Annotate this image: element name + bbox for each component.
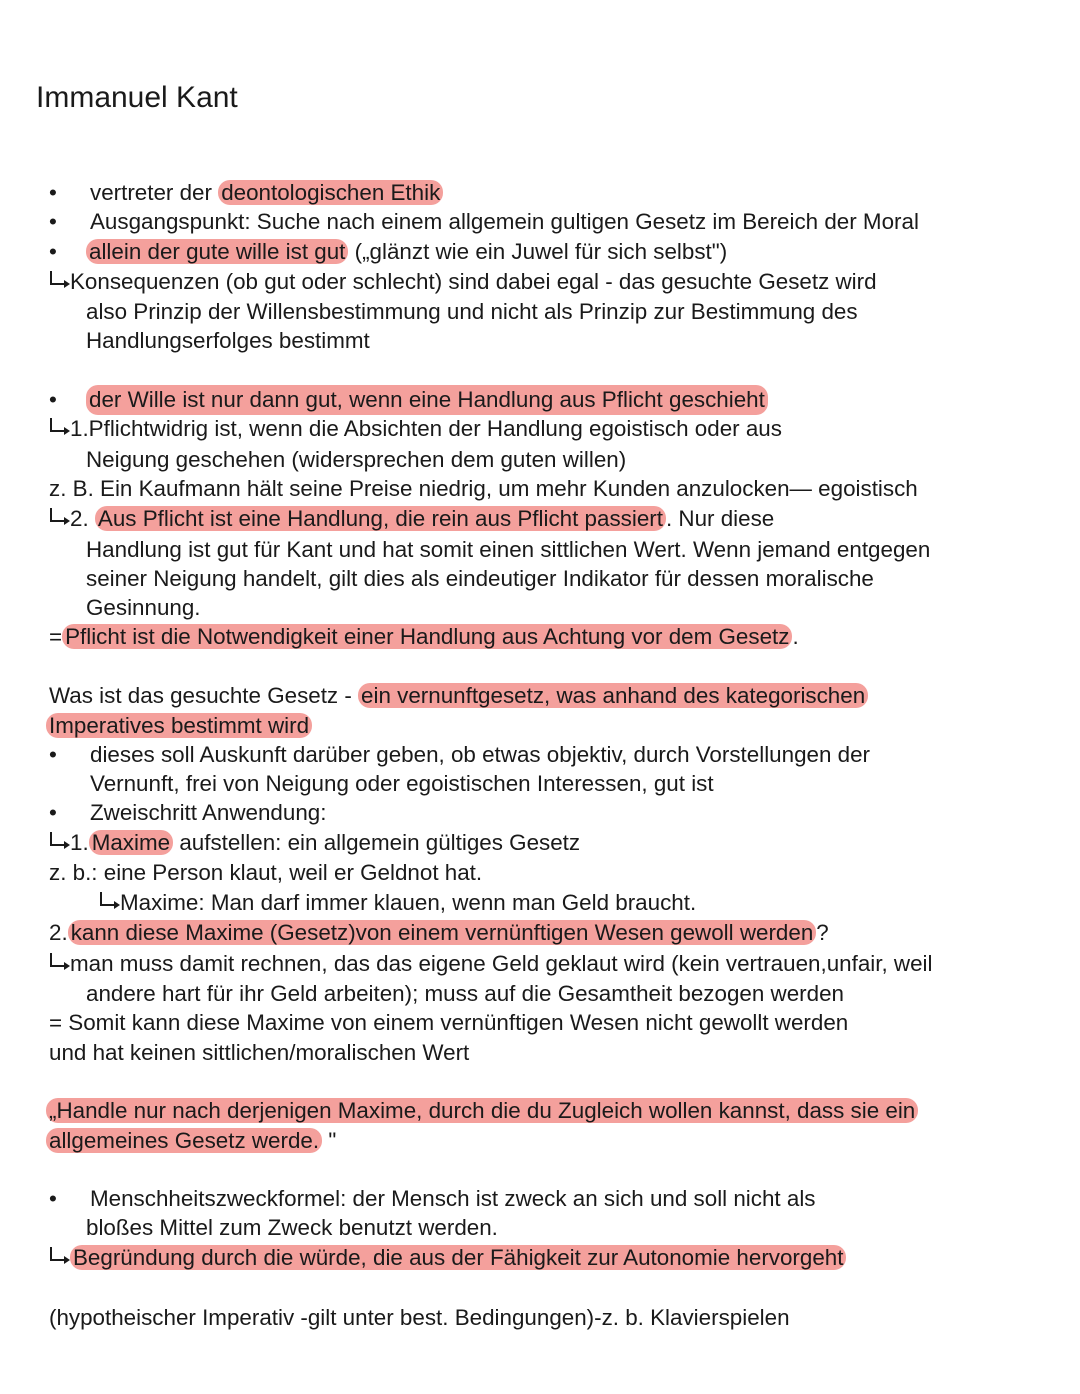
- quote-line-imperativ: [46, 1096, 918, 1126]
- line-text: Gesinnung.: [86, 595, 201, 620]
- question-line-gesetz: [49, 681, 868, 711]
- conclusion-line-pflicht: [49, 622, 799, 652]
- return-arrow-icon: [100, 892, 114, 906]
- line-text: vertreter der: [90, 180, 212, 205]
- bullet-marker: •: [49, 387, 57, 412]
- return-arrow-icon: [50, 418, 64, 432]
- line-text: bloßes Mittel zum Zweck benutzt werden.: [86, 1215, 498, 1240]
- line-text: Ausgangspunkt: Suche nach einem allgemein gultigen Gesetz im Bereich der Moral: [90, 209, 919, 234]
- line-text: . Nur diese: [665, 506, 775, 531]
- bullet-marker: •: [49, 742, 57, 767]
- bullet-marker: •: [49, 1186, 57, 1211]
- highlight-text: allgemeines Gesetz werde.: [46, 1128, 322, 1153]
- line-text: .: [792, 624, 799, 649]
- line-text: („glänzt wie ein Juwel für sich selbst"): [354, 239, 728, 264]
- arrow-line-aus-pflicht: [50, 504, 774, 534]
- example-line-kaufmann: z. B. Ein Kaufmann hält seine Preise niedrig, um mehr Kunden anzulocken— egoistisch: [49, 476, 918, 501]
- arrow-line-pflichtwidrig: [50, 414, 782, 444]
- line-text: =: [49, 624, 63, 649]
- line-text: 2.: [70, 506, 89, 531]
- line-text: Neigung geschehen (widersprechen dem guten willen): [86, 447, 627, 472]
- example-line-person: z. b.: eine Person klaut, weil er Geldnot hat.: [49, 860, 483, 885]
- highlight-text: allein der gute wille ist gut: [86, 239, 348, 264]
- arrow-line-rechnen: [50, 949, 933, 979]
- line-text: Was ist das gesuchte Gesetz -: [49, 683, 352, 708]
- line-text: Konsequenzen (ob gut oder schlecht) sind dabei egal - das gesuchte Gesetz wird: [70, 269, 877, 294]
- return-arrow-icon: [50, 953, 64, 967]
- highlight-text: deontologischen Ethik: [218, 180, 443, 205]
- highlight-text: [46, 711, 312, 741]
- arrow-line-konsequenzen: [50, 267, 877, 297]
- highlight-text: Imperatives bestimmt wird: [46, 713, 312, 738]
- line-text: Zweischritt Anwendung:: [90, 800, 327, 825]
- bullet-marker: •: [49, 239, 57, 264]
- line-text: 2.: [49, 920, 68, 945]
- arrow-line-begruendung: [50, 1243, 846, 1273]
- highlight-text: Aus Pflicht ist eine Handlung, die rein aus Pflicht passiert: [95, 506, 666, 531]
- arrow-line-maxime-klauen: [100, 888, 696, 918]
- line-text: 1.Pflichtwidrig ist, wenn die Absichten der Handlung egoistisch oder aus: [70, 416, 782, 441]
- line-text: aufstellen: ein allgemein gültiges Gesetz: [179, 830, 581, 855]
- bullet-marker: •: [49, 209, 57, 234]
- line-text: und hat keinen sittlichen/moralischen Wert: [49, 1040, 470, 1065]
- line-text: Menschheitszweckformel: der Mensch ist zweck an sich und soll nicht als: [90, 1186, 816, 1211]
- bullet-marker: •: [49, 800, 57, 825]
- return-arrow-icon: [50, 1247, 64, 1261]
- line-text: also Prinzip der Willensbestimmung und nicht als Prinzip zur Bestimmung des: [86, 299, 858, 324]
- bullet-marker: •: [49, 180, 57, 205]
- page-title: Immanuel Kant: [36, 81, 238, 114]
- arrow-line-maxime: [50, 828, 580, 858]
- line-hypothetischer-imperativ: (hypotheischer Imperativ -gilt unter best. Bedingungen)-z. b. Klavierspielen: [49, 1305, 790, 1330]
- return-arrow-icon: [50, 508, 64, 522]
- quote-line-gesetz: [46, 1126, 336, 1156]
- line-text: Handlung ist gut für Kant und hat somit einen sittlichen Wert. Wenn jemand entgegen: [86, 537, 931, 562]
- line-text: Maxime: Man darf immer klauen, wenn man Geld braucht.: [120, 890, 697, 915]
- highlight-text: Begründung durch die würde, die aus der Fähigkeit zur Autonomie hervorgeht: [70, 1245, 846, 1270]
- conclusion-line-maxime: = Somit kann diese Maxime von einem vernünftigen Wesen nicht gewollt werden: [49, 1010, 849, 1035]
- highlight-text: ein vernunftgesetz, was anhand des kategorischen: [358, 683, 868, 708]
- step-line-gewollt: [49, 918, 829, 948]
- line-text: man muss damit rechnen, das das eigene Geld geklaut wird (kein vertrauen,unfair, weil: [70, 951, 933, 976]
- return-arrow-icon: [50, 271, 64, 285]
- line-text: ": [328, 1128, 337, 1153]
- highlight-text: „Handle nur nach derjenigen Maxime, durch die du Zugleich wollen kannst, dass sie ein: [46, 1098, 918, 1123]
- highlight-text: Maxime: [89, 830, 173, 855]
- line-text: andere hart für ihr Geld arbeiten); muss auf die Gesamtheit bezogen werden: [86, 981, 844, 1006]
- highlight-text: der Wille ist nur dann gut, wenn eine Handlung aus Pflicht geschieht: [86, 385, 768, 415]
- line-text: ?: [816, 920, 829, 945]
- line-text: seiner Neigung handelt, gilt dies als eindeutiger Indikator für dessen moralische: [86, 566, 874, 591]
- highlight-text: kann diese Maxime (Gesetz)von einem vernünftigen Wesen gewoll werden: [68, 920, 817, 945]
- line-text: 1.: [70, 830, 89, 855]
- line-text: Vernunft, frei von Neigung oder egoistischen Interessen, gut ist: [90, 771, 714, 796]
- line-text: Handlungserfolges bestimmt: [86, 328, 370, 353]
- return-arrow-icon: [50, 832, 64, 846]
- line-text: dieses soll Auskunft darüber geben, ob etwas objektiv, durch Vorstellungen der: [90, 742, 871, 767]
- highlight-text: Pflicht ist die Notwendigkeit einer Handlung aus Achtung vor dem Gesetz: [62, 624, 792, 649]
